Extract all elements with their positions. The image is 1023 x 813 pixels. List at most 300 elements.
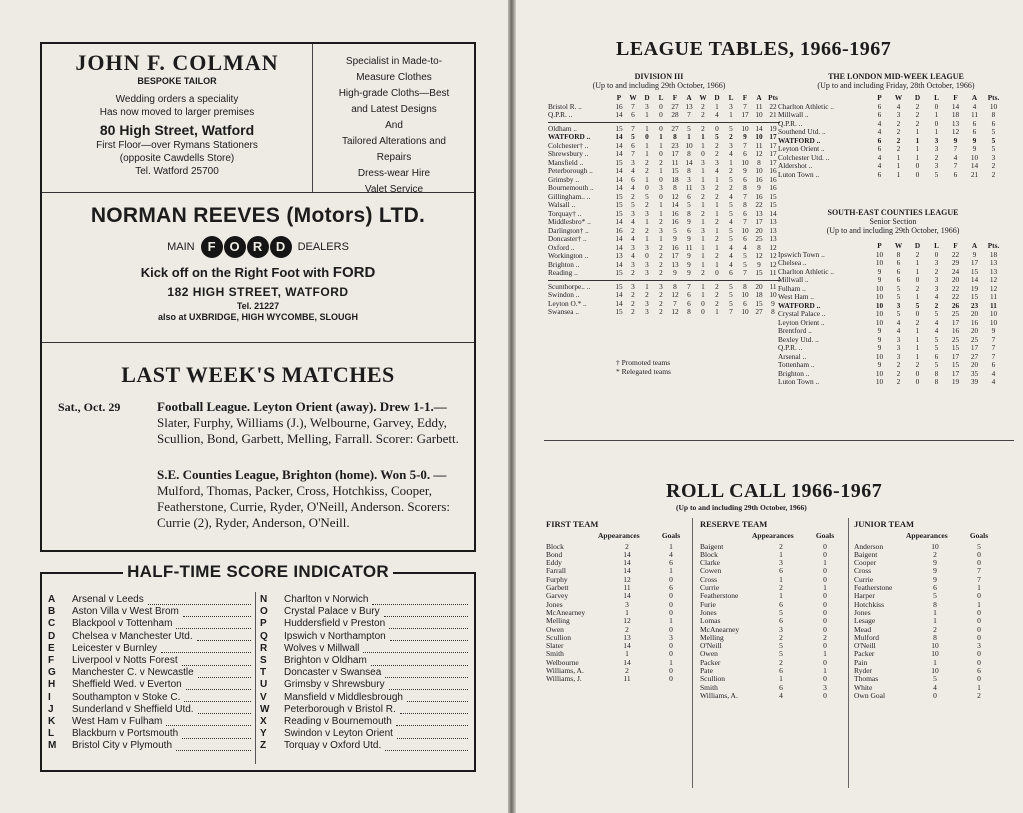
table-cell: 8: [771, 307, 775, 316]
table-cell: 13: [769, 225, 777, 235]
column-header: W: [894, 93, 903, 102]
table-cell: 8: [673, 183, 677, 192]
reeves-street: 182 HIGH STREET, WATFORD: [167, 285, 349, 299]
fixture-row: [48, 618, 253, 630]
table-cell: 6: [743, 174, 747, 184]
player-goals: 0: [977, 674, 981, 684]
reserve-team-roll: [700, 520, 840, 700]
table-cell: 10: [741, 157, 749, 167]
main-label: MAIN: [167, 241, 195, 253]
player-appearances: 10: [931, 649, 939, 659]
table-cell: 0: [659, 101, 663, 111]
ford-letter: R: [247, 236, 269, 258]
table-cell: 6: [877, 144, 882, 153]
table-cell: 7: [631, 149, 635, 158]
table-cell: 8: [934, 368, 939, 378]
player-row: [854, 650, 994, 658]
reeves-branches: also at UXBRIDGE, HIGH WYCOMBE, SLOUGH: [157, 312, 359, 322]
kick-off-text: Kick off on the Right Foot with: [140, 265, 330, 280]
fixture-letter: P: [260, 618, 267, 630]
table-cell: 7: [953, 144, 958, 153]
player-name: Garbett: [546, 583, 569, 593]
player-appearances: 0: [933, 690, 937, 700]
table-cell: 9: [743, 166, 747, 175]
team-name: Oldham ..: [548, 124, 577, 133]
table-cell: 7: [743, 268, 747, 277]
table-cell: 0: [934, 249, 939, 259]
table-cell: 13: [615, 251, 623, 260]
table-cell: 5: [673, 225, 677, 235]
table-cell: 11: [990, 300, 997, 310]
table-rule: [548, 122, 780, 123]
player-row: [854, 692, 994, 700]
table-cell: 6: [743, 208, 747, 218]
team-name: Gillingham.. ..: [548, 192, 591, 201]
table-cell: 15: [951, 343, 960, 352]
table-cell: 10: [755, 166, 763, 175]
column-header: F: [953, 93, 958, 102]
table-cell: 15: [615, 281, 623, 291]
table-cell: 1: [715, 208, 719, 218]
player-row: [546, 675, 686, 683]
table-cell: 22: [951, 249, 960, 259]
table-cell: 14: [615, 174, 623, 184]
table-cell: 5: [729, 298, 733, 308]
fixture-match: Brighton v Oldham: [284, 654, 367, 666]
player-appearances: 14: [623, 558, 631, 568]
fixture-row: [48, 594, 253, 606]
table-row: [778, 145, 1003, 154]
player-appearances: 2: [933, 624, 937, 634]
table-cell: 21: [769, 110, 777, 119]
fixture-row: [260, 606, 470, 618]
player-goals: 0: [823, 566, 827, 576]
player-name: O'Neill: [854, 641, 876, 651]
fixture-match: West Ham v Fulham: [72, 715, 163, 727]
table-cell: 22: [951, 283, 960, 293]
table-cell: 0: [915, 169, 920, 179]
table-cell: 2: [915, 101, 920, 111]
player-appearances: 2: [933, 549, 937, 559]
table-cell: 3: [701, 225, 705, 235]
table-cell: 5: [687, 123, 691, 133]
player-goals: 0: [977, 616, 981, 626]
player-goals: 0: [669, 624, 673, 634]
fixture-match: Ipswich v Northampton: [284, 630, 386, 642]
table-cell: 3: [659, 225, 663, 235]
table-cell: 17: [970, 343, 979, 352]
team-name: Colchester† ..: [548, 141, 589, 150]
table-cell: 6: [877, 135, 882, 145]
table-cell: 3: [991, 152, 996, 162]
table-cell: 7: [743, 140, 747, 150]
table-cell: 8: [743, 183, 747, 192]
colman-tel: Tel. Watford 25700: [135, 166, 219, 177]
table-cell: 14: [615, 183, 623, 192]
table-cell: 1: [715, 225, 719, 235]
player-goals: 1: [669, 541, 673, 551]
left-page: [0, 0, 508, 813]
table-cell: 13: [755, 208, 763, 218]
table-cell: 8: [757, 242, 761, 252]
table-cell: 6: [743, 298, 747, 308]
table-cell: 5: [934, 360, 939, 369]
table-cell: 10: [875, 300, 884, 310]
player-appearances: 6: [779, 616, 783, 626]
table-row: [778, 276, 1003, 285]
table-cell: 10: [875, 351, 884, 361]
team-name: Ipswich Town ..: [778, 250, 825, 259]
player-row: [546, 617, 686, 625]
team-name: Swindon ..: [548, 291, 580, 299]
player-goals: 0: [823, 591, 827, 601]
player-row: [546, 634, 686, 642]
column-header: L: [934, 241, 939, 250]
table-cell: 3: [659, 183, 663, 192]
table-cell: 0: [915, 309, 920, 318]
player-name: Cross: [854, 566, 872, 576]
team-name: Crystal Palace ..: [778, 310, 826, 318]
player-goals: 1: [669, 657, 673, 667]
table-cell: 11: [769, 281, 777, 291]
table-cell: 2: [631, 225, 635, 235]
table-cell: 9: [673, 234, 677, 243]
team-header: [778, 94, 870, 103]
table-cell: 6: [896, 275, 901, 284]
table-cell: 6: [877, 101, 882, 111]
player-goals: 1: [977, 599, 981, 609]
table-cell: 0: [715, 268, 719, 277]
table-cell: 2: [715, 234, 719, 243]
player-row: [854, 659, 994, 667]
table-cell: 1: [896, 161, 901, 170]
fixture-letter: U: [260, 679, 268, 691]
table-cell: 1: [729, 157, 733, 167]
table-cell: 20: [970, 309, 979, 318]
table-cell: 29: [951, 258, 960, 267]
score-dotted-line: [407, 693, 468, 702]
southeast-heading: [778, 208, 1008, 235]
table-cell: 10: [989, 317, 998, 327]
ford-letter: O: [224, 236, 246, 258]
fixture-match: Huddersfield v Preston: [284, 618, 386, 630]
table-cell: 15: [615, 123, 623, 133]
table-cell: 2: [645, 157, 649, 167]
reeves-tel: Tel. 21227: [236, 301, 280, 311]
table-cell: 0: [645, 132, 649, 141]
table-cell: 12: [989, 275, 998, 284]
score-dotted-line: [197, 632, 251, 641]
team-name: Charlton Athletic ..: [778, 267, 834, 276]
player-name: Williams, J.: [546, 674, 582, 684]
table-cell: 25: [951, 334, 960, 344]
table-cell: 3: [896, 110, 901, 119]
fixture-row: [260, 618, 470, 630]
column-header: D: [644, 93, 650, 102]
table-notes: [616, 358, 671, 376]
table-cell: 4: [991, 368, 996, 378]
colman-floor: First Floor—over Rymans Stationers: [96, 140, 258, 151]
player-name: Hotchkiss: [854, 599, 884, 609]
dealers-line: [42, 236, 474, 258]
table-cell: 6: [687, 225, 691, 235]
table-cell: 2: [715, 217, 719, 226]
fixture-match: Wolves v Millwall: [284, 642, 360, 654]
table-cell: 0: [645, 183, 649, 192]
table-cell: 5: [715, 132, 719, 141]
score-dotted-line: [183, 608, 251, 617]
divider: [544, 440, 1014, 441]
table-cell: 15: [615, 268, 623, 277]
table-cell: 4: [631, 234, 635, 243]
table-cell: 7: [729, 307, 733, 316]
table-cell: 17: [769, 157, 777, 167]
score-dotted-line: [198, 669, 251, 678]
player-goals: 2: [823, 632, 827, 642]
table-cell: 25: [970, 334, 979, 344]
table-cell: 6: [743, 149, 747, 158]
divider: [692, 518, 693, 788]
table-cell: 15: [755, 268, 763, 277]
fixture-letter: Y: [260, 728, 267, 740]
table-cell: 10: [741, 123, 749, 133]
table-cell: 2: [729, 166, 733, 175]
specialist-line: Measure Clothes: [356, 72, 432, 83]
match-heading: S.E. Counties League, Brighton (home). Won 5-0. —: [157, 467, 447, 482]
table-cell: 9: [877, 343, 882, 352]
table-cell: 1: [915, 144, 920, 153]
table-cell: 1: [701, 217, 705, 226]
note: * Relegated teams: [616, 367, 671, 376]
table-cell: 11: [970, 110, 979, 119]
player-name: Block: [546, 541, 564, 551]
player-goals: 0: [977, 657, 981, 667]
table-cell: 3: [631, 281, 635, 291]
player-goals: 0: [823, 574, 827, 584]
team-name: Bexley Utd. ..: [778, 335, 819, 344]
player-goals: 0: [977, 558, 981, 568]
table-cell: 2: [631, 268, 635, 277]
table-row: [778, 120, 1003, 129]
player-name: Harper: [854, 591, 875, 601]
table-cell: 6: [743, 234, 747, 243]
ford-word: FORD: [332, 264, 376, 281]
table-cell: 0: [915, 368, 920, 378]
player-name: Smith: [700, 682, 718, 692]
divider: [42, 192, 474, 193]
table-cell: 12: [769, 251, 777, 260]
table-cell: 14: [970, 275, 979, 284]
player-name: Owen: [546, 624, 564, 634]
player-goals: 0: [823, 657, 827, 667]
table-cell: 9: [877, 334, 882, 344]
team-name: Bournemouth ..: [548, 184, 594, 192]
table-cell: 14: [615, 234, 623, 243]
table-row: [778, 171, 1003, 180]
table-cell: 16: [769, 166, 777, 175]
fixture-row: [48, 667, 253, 679]
ford-letter: F: [201, 236, 223, 258]
fixture-match: Chelsea v Manchester Utd.: [72, 630, 193, 642]
kick-off-line: [42, 264, 474, 281]
table-cell: 2: [715, 149, 719, 158]
dealers-label: DEALERS: [297, 241, 349, 253]
table-cell: 4: [877, 161, 882, 170]
player-appearances: 6: [779, 599, 783, 609]
table-cell: 27: [970, 351, 979, 361]
table-cell: 14: [685, 157, 693, 167]
divider: [42, 342, 474, 343]
roll-header: [546, 532, 686, 540]
table-cell: 14: [615, 259, 623, 269]
table-cell: 14: [615, 166, 623, 175]
player-goals: 0: [669, 607, 673, 617]
player-row: [700, 675, 840, 683]
player-name: Packer: [854, 649, 875, 659]
table-cell: 2: [701, 123, 705, 133]
team-name: Peterborough ..: [548, 167, 593, 175]
table-cell: 14: [615, 110, 623, 119]
table-cell: 14: [755, 123, 763, 133]
table-cell: 7: [991, 334, 996, 344]
table-cell: 8: [896, 249, 901, 259]
player-name: Owen: [700, 649, 718, 659]
fixture-letter: T: [260, 667, 267, 679]
table-cell: 3: [701, 157, 705, 167]
table-cell: 3: [934, 283, 939, 293]
player-name: McAnearney: [700, 624, 740, 634]
team-name: Charlton Athletic ..: [778, 102, 834, 111]
table-cell: 13: [951, 118, 960, 128]
table-cell: 1: [645, 234, 649, 243]
table-cell: 15: [615, 200, 623, 209]
table-cell: 1: [687, 132, 691, 141]
fixture-row: [48, 643, 253, 655]
table-cell: 5: [934, 334, 939, 344]
table-cell: 4: [934, 326, 939, 335]
column-header: W: [894, 241, 903, 250]
table-cell: 1: [915, 266, 920, 276]
table-cell: 1: [659, 140, 663, 150]
score-dotted-line: [390, 632, 468, 641]
specialist-line: Repairs: [376, 152, 412, 163]
team-name: Walsall ..: [548, 201, 576, 209]
player-name: Featherstone: [854, 583, 893, 593]
score-dotted-line: [186, 681, 251, 690]
table-cell: 7: [953, 161, 958, 170]
score-dotted-line: [182, 730, 251, 739]
table-cell: 3: [645, 101, 649, 111]
table-cell: 4: [953, 152, 958, 162]
table-row: [778, 154, 1003, 163]
table-cell: 7: [991, 351, 996, 361]
player-name: Furie: [700, 599, 716, 609]
table-cell: 13: [671, 259, 679, 269]
table-cell: 6: [934, 351, 939, 361]
table-cell: 11: [769, 268, 777, 277]
table-cell: 9: [972, 135, 977, 145]
table-cell: 9: [687, 259, 691, 269]
table-cell: 3: [934, 135, 939, 145]
team-name: Grimsby ..: [548, 175, 580, 184]
table-header-row: [778, 94, 1003, 103]
table-cell: 6: [896, 266, 901, 276]
fixture-row: [260, 631, 470, 643]
fixture-match: Torquay v Oxford Utd.: [284, 740, 382, 752]
player-goals: 1: [977, 682, 981, 692]
table-cell: 18: [951, 110, 960, 119]
table-cell: 25: [951, 309, 960, 318]
player-appearances: 3: [779, 558, 783, 568]
table-cell: 20: [755, 225, 763, 235]
player-name: Mead: [854, 624, 872, 634]
table-cell: 12: [671, 290, 679, 299]
player-row: [700, 592, 840, 600]
midweek-league-table: [778, 94, 1003, 179]
table-cell: 6: [991, 360, 996, 369]
team-title: RESERVE TEAM: [700, 519, 768, 529]
player-row: [854, 675, 994, 683]
player-appearances: 6: [779, 682, 783, 692]
table-cell: 5: [991, 127, 996, 136]
player-appearances: 1: [779, 674, 783, 684]
table-cell: 1: [645, 281, 649, 291]
table-cell: 2: [896, 135, 901, 145]
table-cell: 16: [755, 174, 763, 184]
table-cell: 7: [743, 101, 747, 111]
team-name: Scunthorpe.. ..: [548, 282, 591, 291]
column-header: L: [658, 93, 664, 102]
table-cell: 0: [915, 161, 920, 170]
specialist-line: Tailored Alterations and: [342, 136, 446, 147]
table-cell: 0: [645, 251, 649, 260]
table-cell: 8: [991, 110, 996, 119]
table-row: [778, 361, 1003, 370]
table-cell: 3: [631, 242, 635, 252]
player-name: Thomas: [854, 674, 879, 684]
column-header: Pts: [768, 93, 778, 102]
table-cell: 17: [769, 132, 777, 141]
player-appearances: 9: [933, 574, 937, 584]
score-dotted-line: [385, 669, 468, 678]
table-cell: 3: [659, 281, 663, 291]
fixture-letter: K: [48, 715, 56, 727]
table-row: [778, 378, 1003, 387]
table-cell: 10: [755, 110, 763, 119]
table-row: [778, 162, 1003, 171]
score-dotted-line: [372, 596, 468, 605]
table-cell: 1: [715, 174, 719, 184]
team-name: Brighton ..: [778, 369, 810, 378]
table-row: [548, 269, 780, 278]
table-cell: 2: [896, 144, 901, 153]
player-goals: 4: [669, 549, 673, 559]
table-cell: 16: [671, 242, 679, 252]
table-cell: 5: [896, 292, 901, 301]
player-goals: 0: [669, 666, 673, 676]
table-cell: 3: [896, 343, 901, 352]
player-goals: 1: [977, 583, 981, 593]
player-row: [700, 576, 840, 584]
player-appearances: 10: [931, 641, 939, 651]
table-cell: 7: [991, 343, 996, 352]
table-cell: 16: [970, 317, 979, 327]
table-cell: 4: [934, 317, 939, 327]
table-cell: 1: [715, 200, 719, 209]
table-cell: 3: [896, 300, 901, 310]
column-header: A: [686, 93, 692, 102]
last-week-matches: [42, 344, 474, 530]
